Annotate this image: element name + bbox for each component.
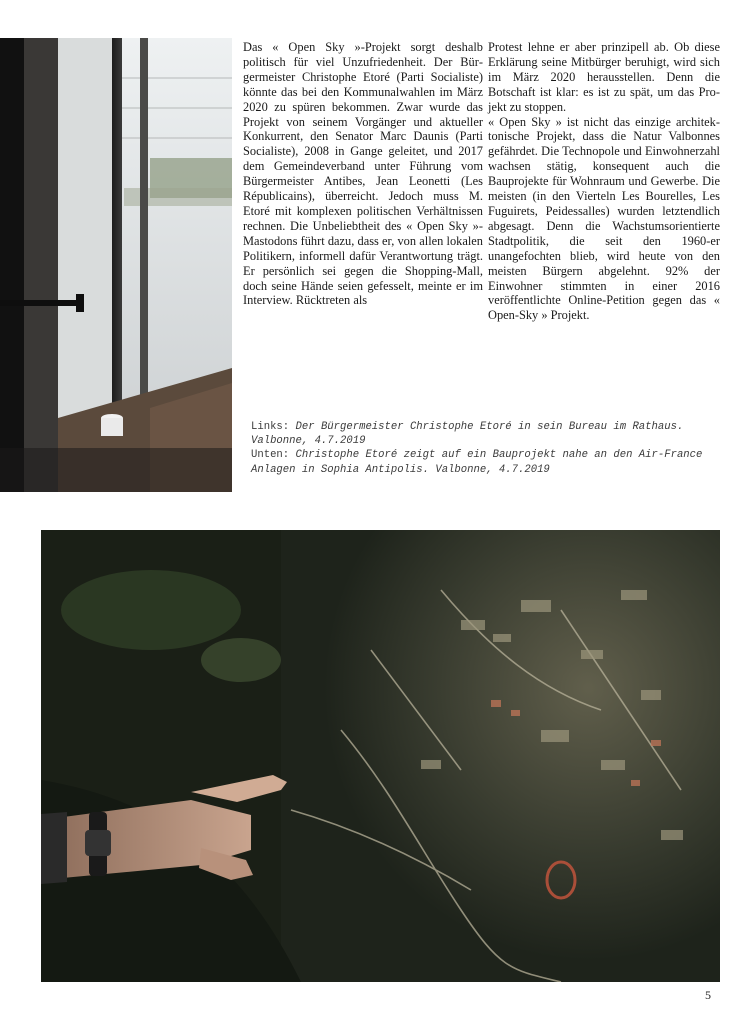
caption-bottom-photo bbox=[251, 448, 721, 476]
caption-text: Der Bürgermeister Christophe Etoré in sein Bureau im Rathaus. Valbonne, 4.7.2019 bbox=[251, 421, 684, 448]
article-paragraph: « Open Sky » ist nicht das einzige architektonische Projekt, dass die Natur Valbonnes gefährdet. Die Technopole und Einwohnerzahl wachsen stätig, konsequent auch die Bauprojekte für Wohnraum und Gewerbe. Die meisten (in den Vierteln Les Bourelles, Les Fuguirets, Peidessalles) wurden letztendlich abgesagt. Denn die Wachstumsorientierte Stadtpolitik, die seit den 1960-er unangefochten blieb, wird heute von den meisten Bürgern abgelehnt. 92% der Einwohner stimmten in einer 2016 veröffentlichte Online-Petition gegen das « Open-Sky » Projekt. bbox=[488, 114, 720, 323]
article-column-right bbox=[488, 40, 720, 323]
caption-text: Christophe Etoré zeigt auf ein Bauprojekt nahe an den Air-France Anlagen in Sophia Antipolis. Valbonne, 4.7.2019 bbox=[251, 449, 703, 476]
caption-label: Links: bbox=[251, 421, 290, 433]
article-paragraph: Das « Open Sky »-Projekt sorgt deshalb politisch für viel Unzufriedenheit. Der Bürgermeister Christophe Etoré (Parti Socialiste) könnte das bei den Kommunalwahlen im März 2020 zu spüren bekommen. Zwar wurde das Projekt von seinem Vorgänger und aktueller Konkurrent, den Senator Marc Daunis (Parti Socialiste), 2008 in Gange geleitet, und 2017 dem Gemeindeverband unter Führung vom Bürgermeister Antibes, Jean Leonetti (Les Républicains), überreicht. Jedoch muss M. Etoré mit komplexen politischen Verhältnissen rechnen. Die Unbeliebtheit des « Open Sky »-Mastodons führt dazu, dass er, von allen lokalen Politikern, informell dafür Verantwortung trägt. Er persönlich sei gegen die Shopping-Mall, doch seine Hände seien gefesselt, meinte er im Interview. Rücktreten als bbox=[243, 40, 483, 308]
caption-left-photo bbox=[251, 420, 721, 448]
article-paragraph: Protest lehne er aber prinzipell ab. Ob diese Erklärung seine Mitbürger beruhigt, wird sich im März 2020 herausstellen. Denn die Botschaft ist klar: es ist zu spät, um das Projekt zu stoppen. bbox=[488, 40, 720, 114]
page-number: 5 bbox=[705, 988, 711, 1002]
photo-mayor-office-window bbox=[0, 38, 232, 492]
photo-aerial-map-pointing bbox=[41, 530, 720, 982]
caption-label: Unten: bbox=[251, 449, 290, 462]
article-column-left bbox=[243, 40, 483, 308]
photo-captions bbox=[251, 420, 721, 477]
